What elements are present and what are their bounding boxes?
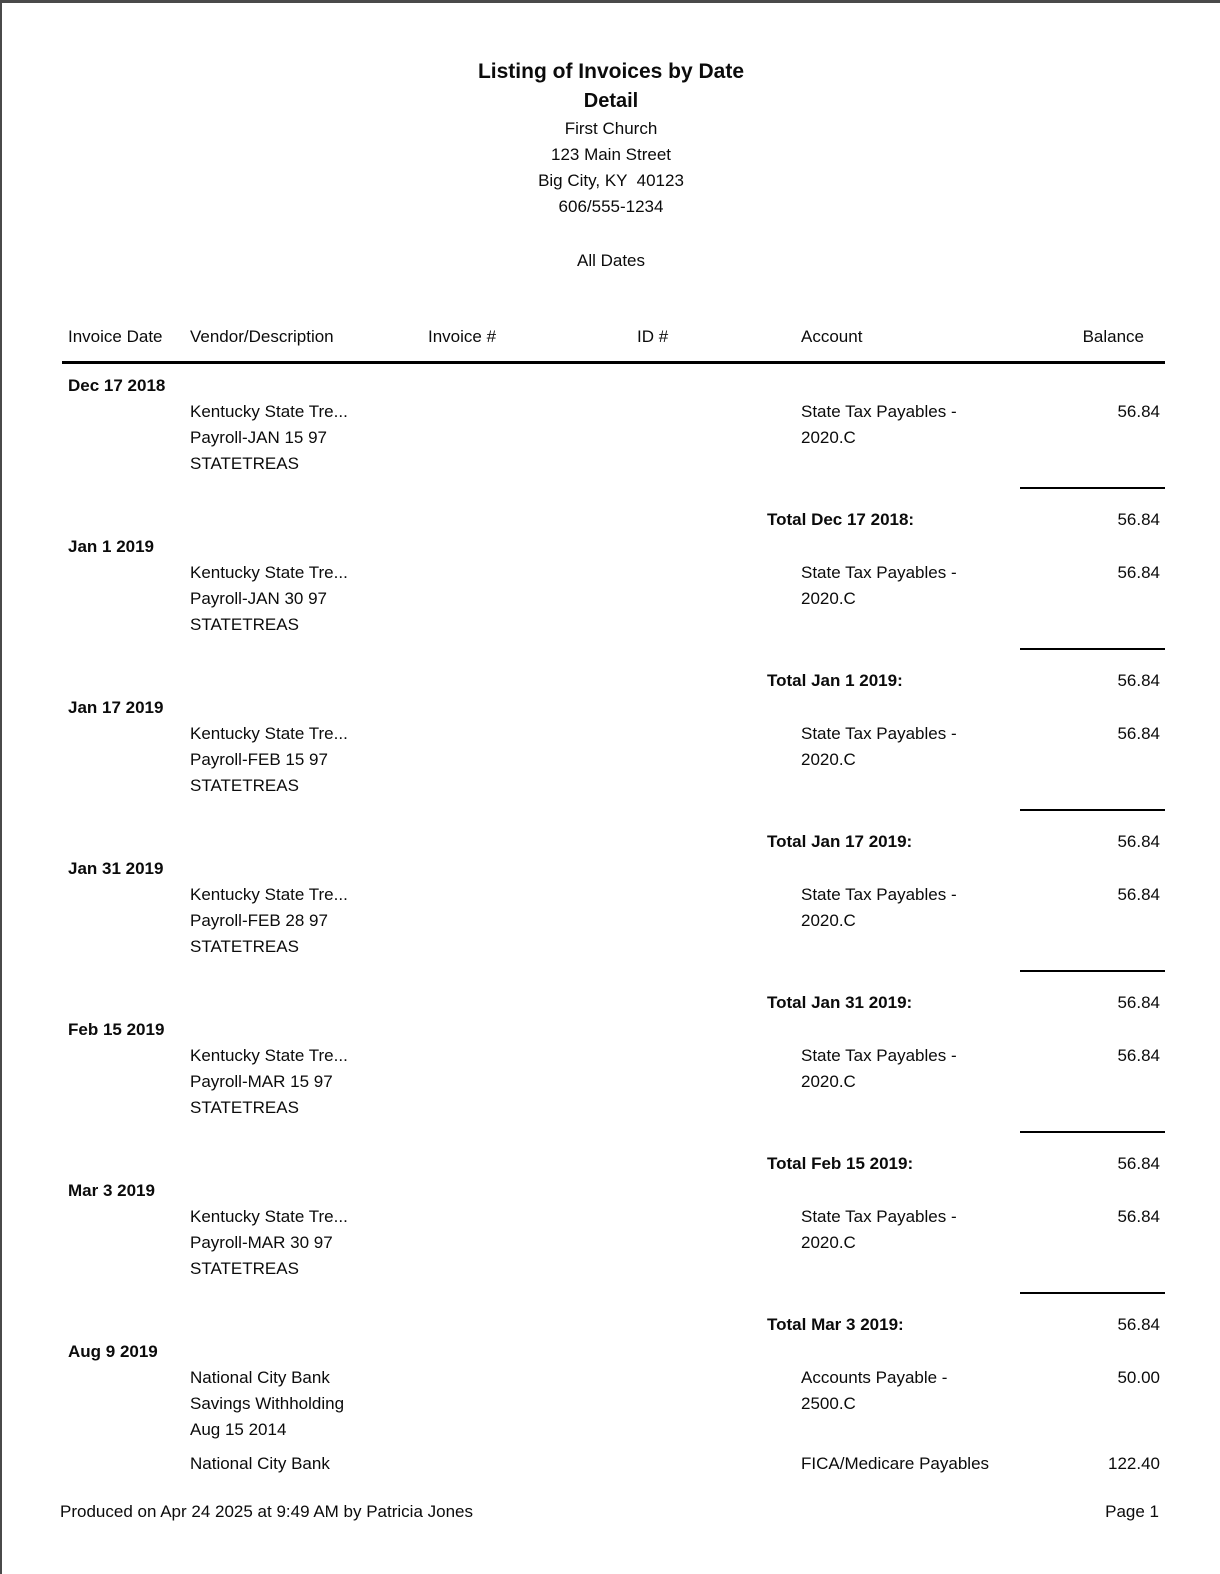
invoice-group <box>62 1177 1165 1338</box>
vendor-description-block <box>190 1043 348 1121</box>
vendor-line: National City Bank <box>190 1454 330 1473</box>
invoice-entry <box>62 1043 1165 1121</box>
vendor-line: Payroll-FEB 15 97 <box>190 750 328 769</box>
column-header-balance: Balance <box>1082 327 1144 346</box>
account-line: 2020.C <box>801 589 856 608</box>
vendor-line: Aug 15 2014 <box>190 1420 287 1439</box>
org-phone: 606/555-1234 <box>558 197 664 216</box>
group-total-row <box>62 828 1165 855</box>
group-date-label: Aug 9 2019 <box>68 1342 158 1361</box>
invoice-entry <box>62 1204 1165 1282</box>
invoice-entry <box>62 560 1165 638</box>
balance-value: 56.84 <box>1117 563 1160 582</box>
column-header-invoice-date: Invoice Date <box>68 327 163 346</box>
group-total-row <box>62 667 1165 694</box>
invoice-group <box>62 533 1165 694</box>
group-total-value: 56.84 <box>1117 1315 1160 1334</box>
account-line: State Tax Payables - <box>801 885 957 904</box>
group-total-rule <box>1020 487 1165 489</box>
balance-value: 50.00 <box>1117 1368 1160 1387</box>
group-total-rule <box>1020 648 1165 650</box>
group-date-label: Jan 17 2019 <box>68 698 164 717</box>
account-block <box>801 721 957 773</box>
vendor-line: Payroll-JAN 15 97 <box>190 428 328 447</box>
group-total-label: Total Jan 17 2019: <box>767 832 913 851</box>
invoice-table <box>62 324 1165 1477</box>
invoice-group <box>62 694 1165 855</box>
group-total-label: Total Feb 15 2019: <box>767 1154 914 1173</box>
invoice-group <box>62 372 1165 533</box>
vendor-line: Kentucky State Tre... <box>190 563 348 582</box>
balance-value: 56.84 <box>1117 885 1160 904</box>
account-line: State Tax Payables - <box>801 563 957 582</box>
vendor-description-block <box>190 1365 344 1443</box>
column-header-id-number: ID # <box>637 327 669 346</box>
group-date-label: Jan 31 2019 <box>68 859 164 878</box>
group-total-value: 56.84 <box>1117 1154 1160 1173</box>
group-total-rule <box>1020 1292 1165 1294</box>
account-line: 2020.C <box>801 1233 856 1252</box>
vendor-line: STATETREAS <box>190 776 299 795</box>
vendor-line: Kentucky State Tre... <box>190 1046 348 1065</box>
group-total-rule <box>1020 809 1165 811</box>
vendor-line: STATETREAS <box>190 615 299 634</box>
vendor-line: Payroll-JAN 30 97 <box>190 589 328 608</box>
account-line: 2020.C <box>801 911 856 930</box>
produced-by-text: Produced on Apr 24 2025 at 9:49 AM by Patricia Jones <box>60 1502 473 1521</box>
balance-value: 56.84 <box>1117 402 1160 421</box>
vendor-line: STATETREAS <box>190 454 299 473</box>
vendor-line: Payroll-MAR 30 97 <box>190 1233 333 1252</box>
vendor-description-block <box>190 721 348 799</box>
vendor-description-block <box>190 399 348 477</box>
org-address-city: Big City, KY 40123 <box>538 171 684 190</box>
table-column-headers <box>62 324 1165 350</box>
group-total-value: 56.84 <box>1117 832 1160 851</box>
account-block <box>801 1204 957 1256</box>
account-line: 2500.C <box>801 1394 856 1413</box>
group-total-row <box>62 1311 1165 1338</box>
group-date-label: Jan 1 2019 <box>68 537 155 556</box>
account-line: Accounts Payable - <box>801 1368 948 1387</box>
vendor-line: STATETREAS <box>190 1098 299 1117</box>
invoice-entry <box>62 882 1165 960</box>
account-line: 2020.C <box>801 750 856 769</box>
account-block <box>801 1451 989 1477</box>
account-line: State Tax Payables - <box>801 1046 957 1065</box>
org-name: First Church <box>564 119 658 138</box>
group-total-row <box>62 506 1165 533</box>
group-total-label: Total Jan 1 2019: <box>767 671 903 690</box>
invoice-group <box>62 1338 1165 1477</box>
group-total-rule <box>1020 970 1165 972</box>
group-total-row <box>62 989 1165 1016</box>
account-block <box>801 560 957 612</box>
account-block <box>801 1043 957 1095</box>
invoice-group <box>62 1016 1165 1177</box>
group-total-label: Total Mar 3 2019: <box>767 1315 904 1334</box>
vendor-line: Savings Withholding <box>190 1394 345 1413</box>
vendor-line: National City Bank <box>190 1368 330 1387</box>
column-header-vendor-description: Vendor/Description <box>190 327 334 346</box>
vendor-line: Kentucky State Tre... <box>190 1207 348 1226</box>
group-total-label: Total Jan 31 2019: <box>767 993 913 1012</box>
account-block <box>801 399 957 451</box>
group-date-label: Feb 15 2019 <box>68 1020 165 1039</box>
account-block <box>801 1365 947 1417</box>
vendor-line: Kentucky State Tre... <box>190 402 348 421</box>
vendor-line: STATETREAS <box>190 1259 299 1278</box>
vendor-line: Kentucky State Tre... <box>190 885 348 904</box>
balance-value: 56.84 <box>1117 1207 1160 1226</box>
account-line: State Tax Payables - <box>801 402 957 421</box>
invoice-group <box>62 855 1165 1016</box>
account-line: State Tax Payables - <box>801 1207 957 1226</box>
column-header-account: Account <box>801 327 863 346</box>
account-line: 2020.C <box>801 428 856 447</box>
account-block <box>801 882 957 934</box>
vendor-line: Payroll-FEB 28 97 <box>190 911 328 930</box>
column-header-invoice-number: Invoice # <box>428 327 497 346</box>
group-total-rule <box>1020 1131 1165 1133</box>
group-total-value: 56.84 <box>1117 993 1160 1012</box>
invoice-entry <box>62 399 1165 477</box>
report-footer <box>60 1499 1159 1525</box>
page-number: Page 1 <box>1105 1502 1159 1521</box>
group-total-row <box>62 1150 1165 1177</box>
balance-value: 56.84 <box>1117 1046 1160 1065</box>
vendor-description-block <box>190 882 348 960</box>
vendor-description-block <box>190 1451 330 1477</box>
group-total-value: 56.84 <box>1117 510 1160 529</box>
table-header-rule <box>62 361 1165 364</box>
invoice-entry <box>62 1365 1165 1443</box>
group-total-value: 56.84 <box>1117 671 1160 690</box>
org-address-street: 123 Main Street <box>550 145 671 164</box>
vendor-description-block <box>190 560 348 638</box>
account-line: State Tax Payables - <box>801 724 957 743</box>
balance-value: 56.84 <box>1117 724 1160 743</box>
vendor-line: STATETREAS <box>190 937 299 956</box>
report-subtitle: Detail <box>583 90 639 112</box>
vendor-description-block <box>190 1204 348 1282</box>
group-total-label: Total Dec 17 2018: <box>767 510 915 529</box>
vendor-line: Kentucky State Tre... <box>190 724 348 743</box>
group-date-label: Dec 17 2018 <box>68 376 166 395</box>
invoice-entry <box>62 1451 1165 1477</box>
account-line: 2020.C <box>801 1072 856 1091</box>
group-date-label: Mar 3 2019 <box>68 1181 155 1200</box>
report-header <box>2 58 1220 274</box>
report-title: Listing of Invoices by Date <box>477 60 745 83</box>
vendor-line: Payroll-MAR 15 97 <box>190 1072 333 1091</box>
balance-value: 122.40 <box>1108 1454 1160 1473</box>
account-line: FICA/Medicare Payables <box>801 1454 990 1473</box>
invoice-entry <box>62 721 1165 799</box>
date-range-label: All Dates <box>576 251 646 270</box>
